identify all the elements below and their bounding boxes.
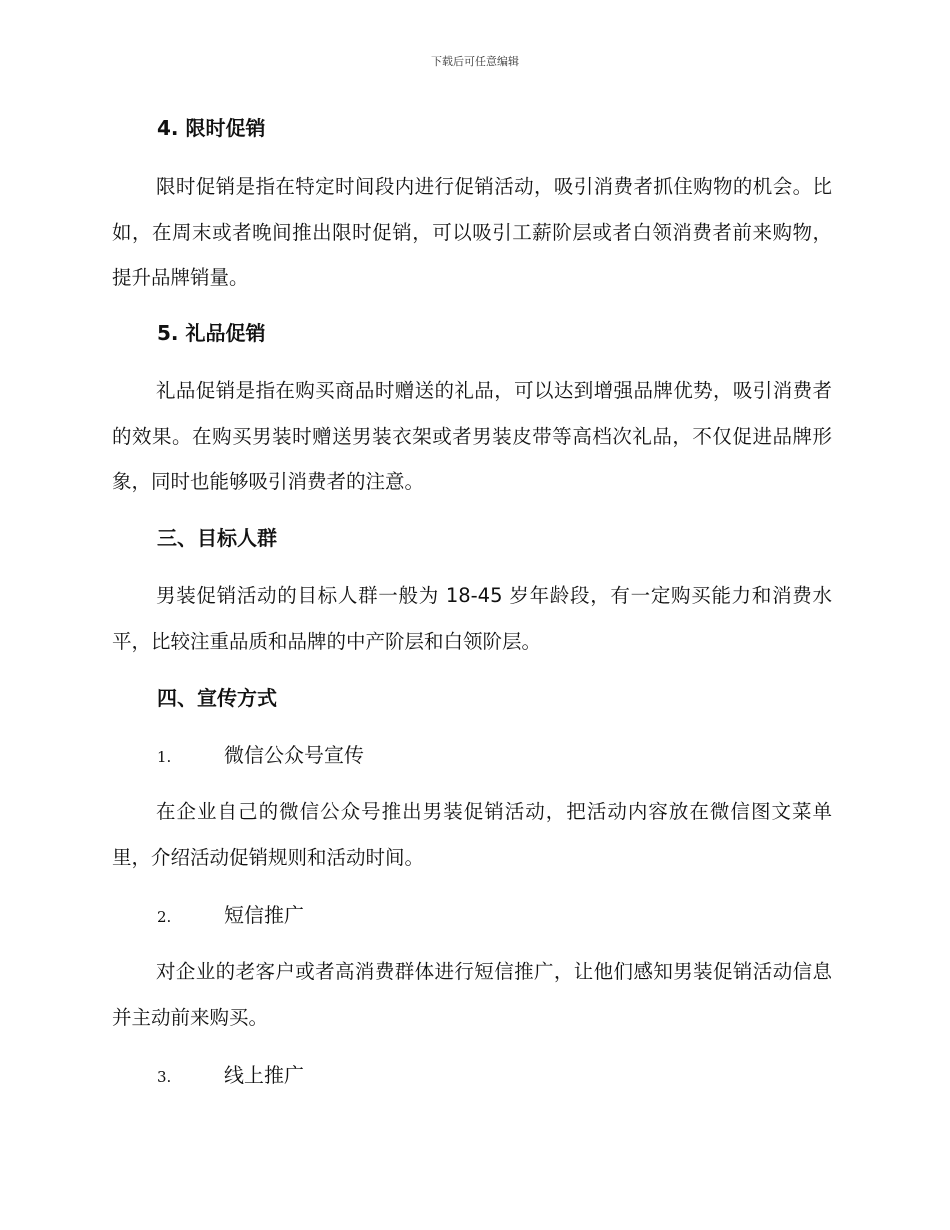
paragraph-wechat: 在企业自己的微信公众号推出男装促销活动，把活动内容放在微信图文菜单里，介绍活动促销规则和活动时间。 <box>112 800 832 869</box>
section-heading-gift-promotion: 5. 礼品促销 <box>157 321 266 345</box>
paragraph-limited-time-promotion: 限时促销是指在特定时间段内进行促销活动，吸引消费者抓住购物的机会。比如，在周末或者晚间推出限时促销，可以吸引工薪阶层或者白领消费者前来购物，提升品牌销量。 <box>112 175 832 289</box>
list-number: 2. <box>157 908 172 926</box>
list-number: 3. <box>157 1068 172 1086</box>
paragraph-target-audience: 男装促销活动的目标人群一般为 18-45 岁年龄段，有一定购买能力和消费水平，比较注重品质和品牌的中产阶层和白领阶层。 <box>112 584 832 653</box>
list-item-sms <box>157 902 877 930</box>
list-number: 1. <box>157 748 172 766</box>
paragraph-gift-promotion: 礼品促销是指在购买商品时赠送的礼品，可以达到增强品牌优势，吸引消费者的效果。在购买男装时赠送男装衣架或者男装皮带等高档次礼品，不仅促进品牌形象，同时也能够吸引消费者的注意。 <box>112 379 832 493</box>
list-item-title: 微信公众号宣传 <box>224 743 364 767</box>
list-item-online <box>157 1062 877 1090</box>
page-header: 下载后可任意编辑 <box>431 55 519 68</box>
section-heading-promotion-methods: 四、宣传方式 <box>157 686 277 710</box>
paragraph-sms: 对企业的老客户或者高消费群体进行短信推广，让他们感知男装促销活动信息并主动前来购买。 <box>112 960 832 1029</box>
section-heading-target-audience: 三、目标人群 <box>157 526 277 550</box>
list-item-wechat <box>157 742 877 770</box>
list-item-title: 短信推广 <box>224 903 304 927</box>
section-heading-limited-time-promotion: 4. 限时促销 <box>157 116 266 140</box>
list-item-title: 线上推广 <box>224 1063 304 1087</box>
